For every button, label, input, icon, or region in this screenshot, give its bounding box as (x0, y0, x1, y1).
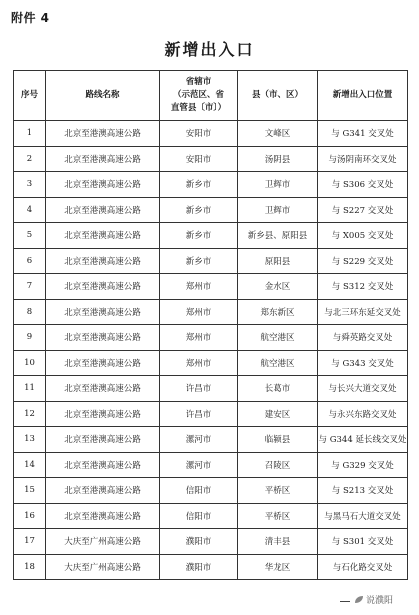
cell-index: 12 (14, 401, 46, 427)
cell-county: 金水区 (238, 274, 318, 300)
cell-county: 长葛市 (238, 376, 318, 402)
cell-index: 1 (14, 121, 46, 147)
table-row (14, 197, 408, 223)
cell-location: 与 S301 交叉处 (318, 529, 408, 555)
table-row (14, 350, 408, 376)
cell-location: 与 S312 交叉处 (318, 274, 408, 300)
cell-city: 信阳市 (160, 503, 238, 529)
cell-county: 清丰县 (238, 529, 318, 555)
cell-city: 郑州市 (160, 299, 238, 325)
cell-location: 与汤阴南环交叉处 (318, 146, 408, 172)
cell-city: 濮阳市 (160, 554, 238, 580)
cell-index: 4 (14, 197, 46, 223)
cell-route: 北京至港澳高速公路 (46, 376, 160, 402)
cell-location: 与长兴大道交叉处 (318, 376, 408, 402)
cell-route: 北京至港澳高速公路 (46, 325, 160, 351)
table-row (14, 325, 408, 351)
cell-location: 与石化路交叉处 (318, 554, 408, 580)
cell-city: 新乡市 (160, 248, 238, 274)
cell-location: 与 S227 交叉处 (318, 197, 408, 223)
cell-county: 卫辉市 (238, 172, 318, 198)
table-row (14, 223, 408, 249)
cell-city: 信阳市 (160, 478, 238, 504)
table-row (14, 248, 408, 274)
cell-city: 安阳市 (160, 146, 238, 172)
cell-location: 与 S229 交叉处 (318, 248, 408, 274)
cell-county: 汤阴县 (238, 146, 318, 172)
cell-index: 15 (14, 478, 46, 504)
cell-index: 14 (14, 452, 46, 478)
page-title: 新增出入口 (164, 40, 255, 59)
cell-county: 航空港区 (238, 325, 318, 351)
cell-route: 北京至港澳高速公路 (46, 121, 160, 147)
cell-city: 郑州市 (160, 350, 238, 376)
table-header-row (14, 71, 408, 121)
table-row (14, 503, 408, 529)
table-row (14, 427, 408, 453)
cell-location: 与 G344 延长线交叉处 (318, 427, 408, 453)
table-row (14, 529, 408, 555)
header-index: 序号 (14, 71, 46, 121)
cell-location: 与 S306 交叉处 (318, 172, 408, 198)
footer-divider (340, 601, 350, 602)
cell-county: 原阳县 (238, 248, 318, 274)
cell-index: 13 (14, 427, 46, 453)
table-row (14, 452, 408, 478)
header-city-line2: （示范区、省 (172, 90, 224, 100)
table-row (14, 121, 408, 147)
header-city (160, 71, 238, 121)
table-row (14, 146, 408, 172)
table-row (14, 554, 408, 580)
cell-location: 与永兴东路交叉处 (318, 401, 408, 427)
cell-city: 安阳市 (160, 121, 238, 147)
cell-index: 7 (14, 274, 46, 300)
cell-location: 与 X005 交叉处 (318, 223, 408, 249)
watermark-text: 说濮阳 (366, 596, 394, 606)
cell-county: 华龙区 (238, 554, 318, 580)
cell-route: 大庆至广州高速公路 (46, 529, 160, 555)
cell-city: 新乡市 (160, 197, 238, 223)
cell-city: 许昌市 (160, 401, 238, 427)
cell-location: 与 G329 交叉处 (318, 452, 408, 478)
cell-route: 北京至港澳高速公路 (46, 299, 160, 325)
cell-county: 卫辉市 (238, 197, 318, 223)
cell-location: 与北三环东延交叉处 (318, 299, 408, 325)
cell-city: 新乡市 (160, 223, 238, 249)
cell-route: 北京至港澳高速公路 (46, 427, 160, 453)
leaf-icon (354, 595, 364, 604)
table-row (14, 172, 408, 198)
cell-index: 10 (14, 350, 46, 376)
cell-county: 平桥区 (238, 478, 318, 504)
cell-route: 北京至港澳高速公路 (46, 503, 160, 529)
cell-location: 与舜英路交叉处 (318, 325, 408, 351)
cell-county: 建安区 (238, 401, 318, 427)
cell-index: 2 (14, 146, 46, 172)
cell-county: 召陵区 (238, 452, 318, 478)
cell-route: 北京至港澳高速公路 (46, 274, 160, 300)
cell-index: 3 (14, 172, 46, 198)
header-location: 新增出入口位置 (318, 71, 408, 121)
header-city-line3: 直管县〔市〕） (170, 103, 227, 113)
cell-route: 北京至港澳高速公路 (46, 172, 160, 198)
cell-city: 漯河市 (160, 452, 238, 478)
cell-route: 北京至港澳高速公路 (46, 401, 160, 427)
table-row (14, 401, 408, 427)
cell-location: 与黑马石大道交叉处 (318, 503, 408, 529)
cell-index: 16 (14, 503, 46, 529)
cell-city: 新乡市 (160, 172, 238, 198)
cell-route: 北京至港澳高速公路 (46, 478, 160, 504)
cell-index: 8 (14, 299, 46, 325)
cell-route: 北京至港澳高速公路 (46, 452, 160, 478)
cell-index: 5 (14, 223, 46, 249)
cell-city: 郑州市 (160, 325, 238, 351)
cell-route: 北京至港澳高速公路 (46, 197, 160, 223)
cell-index: 17 (14, 529, 46, 555)
cell-route: 北京至港澳高速公路 (46, 248, 160, 274)
cell-county: 临颍县 (238, 427, 318, 453)
cell-location: 与 S213 交叉处 (318, 478, 408, 504)
attachment-label: 附件 4 (11, 11, 50, 25)
cell-route: 北京至港澳高速公路 (46, 223, 160, 249)
table-row (14, 274, 408, 300)
cell-city: 郑州市 (160, 274, 238, 300)
header-county: 县（市、区） (238, 71, 318, 121)
cell-city: 漯河市 (160, 427, 238, 453)
entrance-table (13, 70, 408, 580)
cell-city: 许昌市 (160, 376, 238, 402)
cell-city: 濮阳市 (160, 529, 238, 555)
table-row (14, 376, 408, 402)
cell-index: 6 (14, 248, 46, 274)
cell-county: 文峰区 (238, 121, 318, 147)
cell-route: 北京至港澳高速公路 (46, 146, 160, 172)
cell-index: 9 (14, 325, 46, 351)
cell-route: 北京至港澳高速公路 (46, 350, 160, 376)
cell-county: 航空港区 (238, 350, 318, 376)
cell-index: 11 (14, 376, 46, 402)
header-route: 路线名称 (46, 71, 160, 121)
table-row (14, 478, 408, 504)
header-city-line1: 省辖市 (185, 77, 212, 87)
table-row (14, 299, 408, 325)
cell-route: 大庆至广州高速公路 (46, 554, 160, 580)
cell-county: 新乡县、原阳县 (238, 223, 318, 249)
cell-index: 18 (14, 554, 46, 580)
cell-location: 与 G341 交叉处 (318, 121, 408, 147)
watermark (354, 593, 393, 606)
cell-county: 郑东新区 (238, 299, 318, 325)
cell-county: 平桥区 (238, 503, 318, 529)
cell-location: 与 G343 交叉处 (318, 350, 408, 376)
